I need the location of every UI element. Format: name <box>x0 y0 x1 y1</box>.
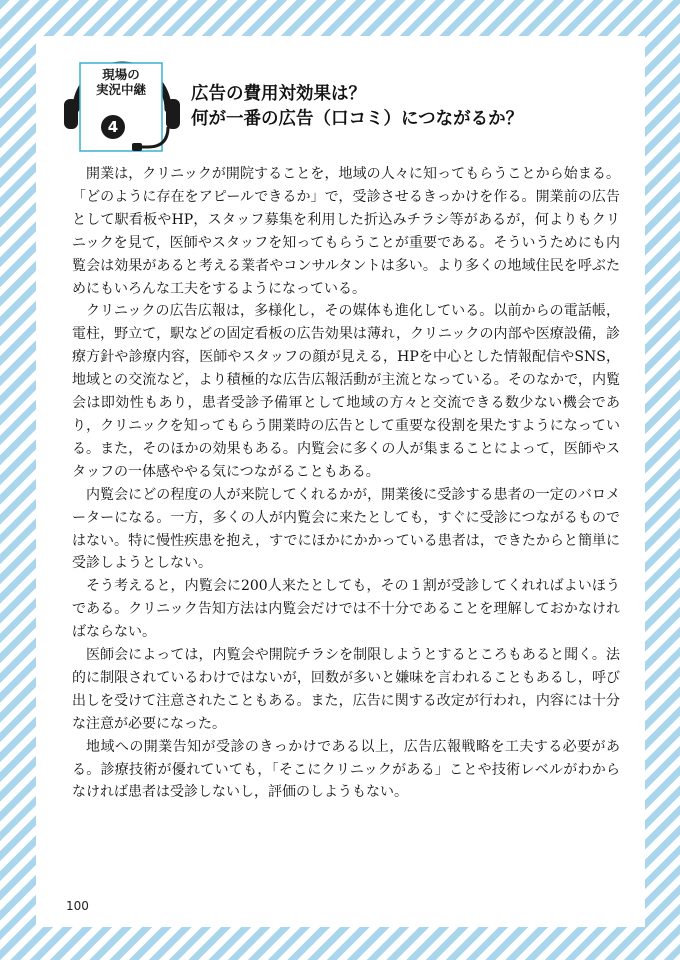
page-number: 100 <box>66 899 89 913</box>
paragraph: クリニックの広告広報は，多様化し，その媒体も進化している。以前からの電話帳，電柱，野立て，駅などの固定看板の広告効果は薄れ，クリニックの内部や医療設備，診療方針や診療内容，医師やスタッフの顔が見える，HPを中心とした情報配信やSNS，地域との交流など，より積極的な広告広報活動が主流となっている。そのなかで，内覧会は即効性もあり，患者受診予備軍として地域の方々と交流できる数少ない機会であり，クリニックを知ってもらう開業時の広告として重要な役割を果たすようになっている。また，そのほかの効果もある。内覧会に多くの人が集まることによって，医師やスタッフの一体感ややる気につながることもある。 <box>72 303 620 480</box>
headphone-badge <box>56 47 188 155</box>
badge-label <box>84 67 158 97</box>
paragraph: そう考えると，内覧会に200人来たとしても，その１割が受診してくれればよいほうである。クリニック告知方法は内覧会だけでは不十分であることを理解しておかなければならない。 <box>72 578 620 641</box>
badge-number: 4 <box>101 115 125 139</box>
heading-line1: 広告の費用対効果は？ <box>191 84 366 104</box>
badge-label-line2: 実況中継 <box>95 82 146 97</box>
paragraph: 医師会によっては，内覧会や開院チラシを制限しようとするところもあると聞く。法的に制限されているわけではないが，回数が多いと嫌味を言われることもあるし，呼び出しを受けて注意されたこともある。また，広告に関する改定が行われ，内容には十分な注意が必要になった。 <box>72 647 620 732</box>
paragraph: 開業は，クリニックが開院することを，地域の人々に知ってもらうことから始まる。「どのように存在をアピールできるか」で，受診させるきっかけを作る。開業前の広告として駅看板やHP，スタッフ募集を利用した折込みチラシ等があるが，何よりもクリニックを見て，医師やスタッフを知ってもらうことが重要である。そういうためにも内覧会は効果があると考える業者やコンサルタントは多い。より多くの地域住民を呼ぶためにもいろんな工夫をするようになっている。 <box>72 166 620 297</box>
body-text <box>72 163 620 804</box>
paragraph: 地域への開業告知が受診のきっかけである以上，広告広報戦略を工夫する必要がある。診療技術が優れていても，「そこにクリニックがある」ことや技術レベルがわからなければ患者は受診しないし，評価のしようもない。 <box>72 738 620 801</box>
section-heading <box>191 82 636 132</box>
heading-line2: 何が一番の広告（口コミ）につながるか？ <box>191 109 524 129</box>
paragraph: 内覧会にどの程度の人が来院してくれるかが，開業後に受診する患者の一定のバロメーターになる。一方，多くの人が内覧会に来たとしても，すぐに受診につながるものではない。特に慢性疾患を抱え，すでにほかにかかっている患者は，できたからと簡単に受診しようとしない。 <box>72 486 620 572</box>
badge-label-line1: 現場の <box>102 67 140 82</box>
page <box>36 36 645 927</box>
headphones-icon <box>56 47 188 155</box>
